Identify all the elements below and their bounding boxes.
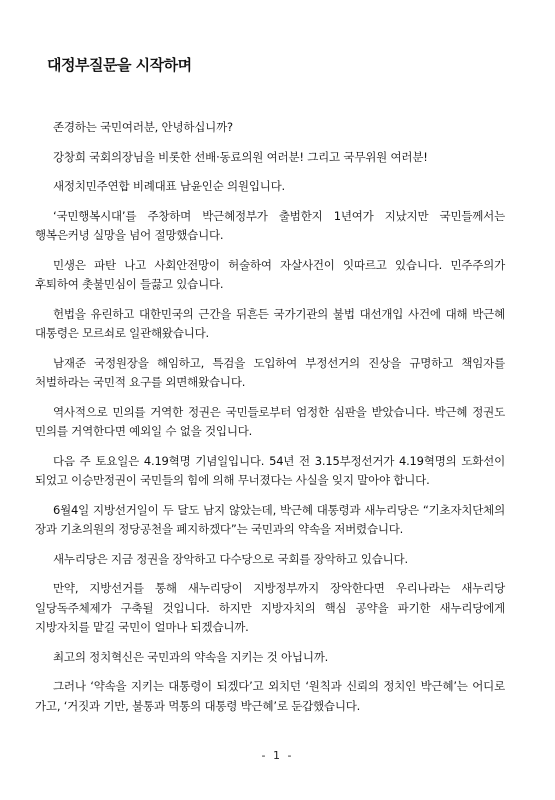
paragraph: 민생은 파탄 나고 사회안전망이 허술하여 자살사건이 잇따르고 있습니다. 민주주의가 후퇴하여 촛불민심이 들끓고 있습니다. bbox=[35, 257, 505, 291]
document-body bbox=[35, 118, 505, 726]
paragraph: ‘국민행복시대’를 주창하며 박근혜정부가 출범한지 1년여가 지났지만 국민들께서는 행복은커녕 실망을 넘어 절망했습니다. bbox=[35, 208, 505, 242]
paragraph: 남재준 국정원장을 해임하고, 특검을 도입하여 부정선거의 진상을 규명하고 책임자를 처벌하라는 국민적 요구를 외면해왔습니다. bbox=[35, 355, 505, 389]
paragraph: 새누리당은 지금 정권을 장악하고 다수당으로 국회를 장악하고 있습니다. bbox=[53, 551, 408, 566]
paragraph: 헌법을 유린하고 대한민국의 근간을 뒤흔든 국가기관의 불법 대선개입 사건에 대해 박근혜 대통령은 모르쇠로 일관해왔습니다. bbox=[35, 306, 505, 340]
paragraph: 새정치민주연합 비례대표 남윤인순 의원입니다. bbox=[53, 179, 285, 193]
page-title: 대정부질문을 시작하며 bbox=[47, 56, 192, 74]
paragraph: 최고의 정치혁신은 국민과의 약속을 지키는 것 아닙니까. bbox=[53, 649, 329, 664]
paragraph: 강창희 국회의장님을 비롯한 선배·동료의원 여러분! 그리고 국무위원 여러분! bbox=[53, 149, 428, 164]
paragraph: 다음 주 토요일은 4.19혁명 기념일입니다. 54년 전 3.15부정선거가 4.19혁명의 도화선이 되었고 이승만정권이 국민들의 힘에 의해 무너졌다는 사실을 잊지 말아야 합니다. bbox=[35, 453, 505, 487]
paragraph: 6월4일 지방선거일이 두 달도 남지 않았는데, 박근혜 대통령과 새누리당은 “기초자치단체의 장과 기초의원의 정당공천을 폐지하겠다”는 국민과의 약속을 저버렸습니다. bbox=[35, 502, 505, 536]
paragraph: 존경하는 국민여러분, 안녕하십니까? bbox=[53, 120, 233, 134]
page-number: - 1 - bbox=[261, 749, 294, 762]
paragraph: 그러나 ‘약속을 지키는 대통령이 되겠다’고 외치던 ‘원칙과 신뢰의 정치인 박근혜’는 어디로 가고, ‘거짓과 기만, 불통과 먹통의 대통령 박근혜’로 둔갑했습니다. bbox=[35, 679, 505, 713]
paragraph: 만약, 지방선거를 통해 새누리당이 지방정부까지 장악한다면 우리나라는 새누리당 일당독주체제가 구축될 것입니다. 하지만 지방자치의 핵심 공약을 파기한 새누리당에게 지방자치를 맡길 국민이 얼마나 되겠습니까. bbox=[35, 581, 505, 634]
paragraph: 역사적으로 민의를 거역한 정권은 국민들로부터 엄정한 심판을 받았습니다. 박근혜 정권도 민의를 거역한다면 예외일 수 없을 것입니다. bbox=[35, 404, 505, 438]
